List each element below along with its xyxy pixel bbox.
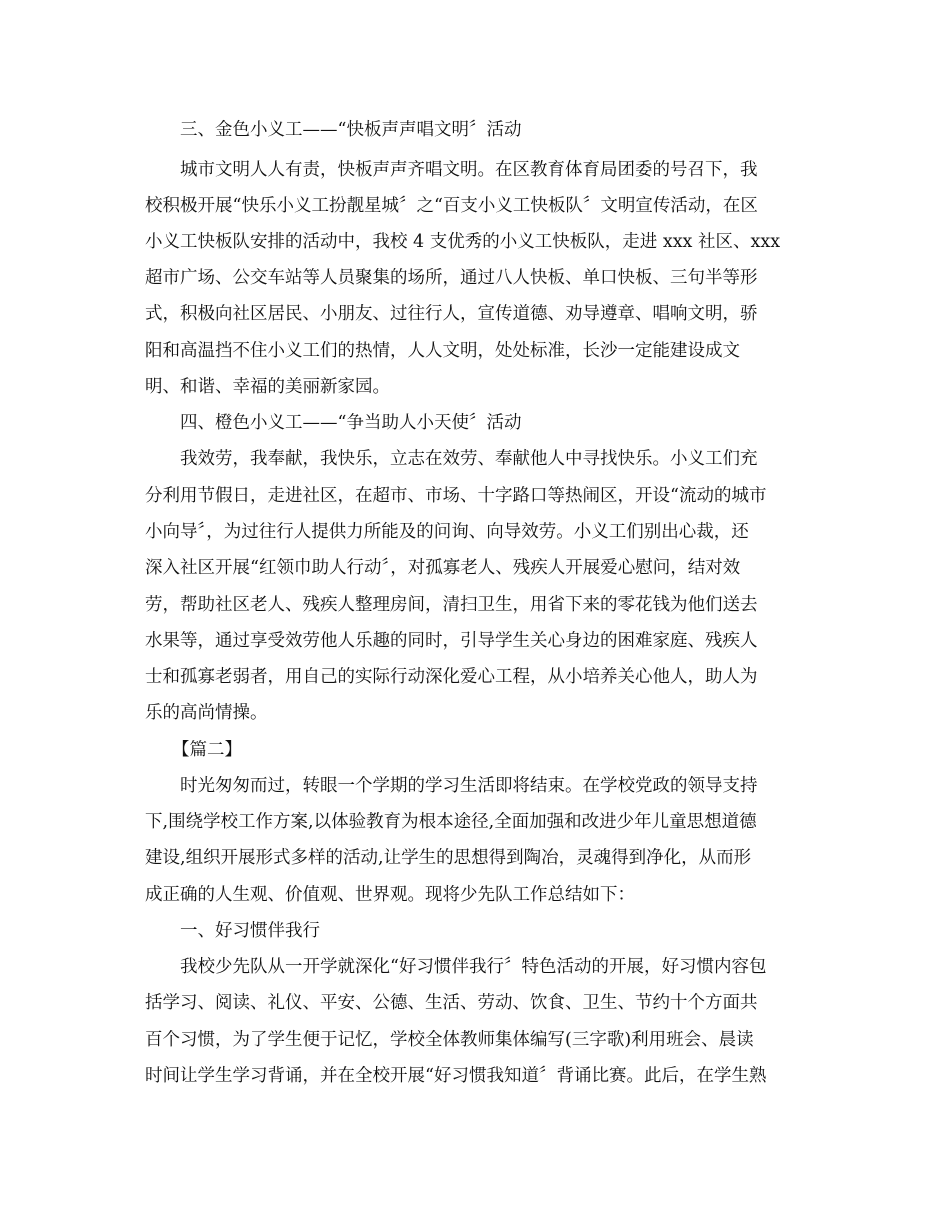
paragraph-line: 成正确的人生观、价值观、世界观。现将少先队工作总结如下： bbox=[145, 885, 635, 905]
paragraph-line: 水果等，通过享受效劳他人乐趣的同时，引导学生关心身边的困难家庭、残疾人 bbox=[145, 631, 758, 651]
paragraph-line: 建设,组织开展形式多样的活动,让学生的思想得到陶冶，灵魂得到净化，从而形 bbox=[145, 848, 752, 868]
paragraph-line: 下,围绕学校工作方案,以体验教育为根本途径,全面加强和改进少年儿童思想道德 bbox=[145, 812, 757, 832]
paragraph-line: 时光匆匆而过，转眼一个学期的学习生活即将结束。在学校党政的领导支持 bbox=[180, 776, 758, 796]
paragraph-line: 深入社区开展“红领巾助人行动〞，对孤寡老人、残疾人开展爱心慰问，结对效 bbox=[145, 558, 741, 578]
paragraph-line: 阳和高温挡不住小义工们的热情，人人文明，处处标准，长沙一定能建设成文 bbox=[145, 341, 740, 361]
paragraph-line: 乐的高尚情操。 bbox=[145, 703, 268, 723]
paragraph-line: 我校少先队从一开学就深化“好习惯伴我行〞特色活动的开展，好习惯内容包 bbox=[180, 957, 767, 977]
section-heading-orange-volunteer: 四、橙色小义工——“争当助人小天使〞活动 bbox=[180, 413, 522, 433]
paragraph-line: 百个习惯，为了学生便于记忆，学校全体教师集体编写(三字歌)利用班会、晨读 bbox=[145, 1030, 754, 1050]
section-heading-good-habits: 一、好习惯伴我行 bbox=[180, 921, 320, 941]
part-title: 【篇二】 bbox=[172, 740, 242, 760]
paragraph-line: 城市文明人人有责，快板声声齐唱文明。在区教育体育局团委的号召下，我 bbox=[180, 160, 758, 180]
paragraph-line: 校积极开展“快乐小义工扮靓星城〞之“百支小义工快板队〞文明宣传活动，在区 bbox=[145, 196, 758, 216]
paragraph-line: 分利用节假日，走进社区，在超市、市场、十字路口等热闹区，开设“流动的城市 bbox=[145, 486, 767, 506]
paragraph-line: 括学习、阅读、礼仪、平安、公德、生活、劳动、饮食、卫生、节约十个方面共 bbox=[145, 993, 758, 1013]
paragraph-line: 式，积极向社区居民、小朋友、过往行人，宣传道德、劝导遵章、唱响文明，骄 bbox=[145, 304, 758, 324]
paragraph-line: 小义工快板队安排的活动中，我校 4 支优秀的小义工快板队，走进 xxx 社区、xxx bbox=[145, 232, 781, 252]
paragraph-line: 士和孤寡老弱者，用自己的实际行动深化爱心工程，从小培养关心他人，助人为 bbox=[145, 667, 758, 687]
paragraph-line: 小向导〞，为过往行人提供力所能及的问询、向导效劳。小义工们别出心裁，还 bbox=[145, 522, 749, 542]
paragraph-line: 时间让学生学习背诵，并在全校开展“好习惯我知道〞背诵比赛。此后，在学生熟 bbox=[145, 1066, 767, 1086]
paragraph-line: 超市广场、公交车站等人员聚集的场所，通过八人快板、单口快板、三句半等形 bbox=[145, 268, 758, 288]
paragraph-line: 明、和谐、幸福的美丽新家园。 bbox=[145, 377, 390, 397]
paragraph-line: 劳，帮助社区老人、残疾人整理房间，清扫卫生，用省下来的零花钱为他们送去 bbox=[145, 595, 758, 615]
section-heading-golden-volunteer: 三、金色小义工——“快板声声唱文明〞活动 bbox=[180, 120, 522, 140]
paragraph-line: 我效劳，我奉献，我快乐，立志在效劳、奉献他人中寻找快乐。小义工们充 bbox=[180, 449, 758, 469]
